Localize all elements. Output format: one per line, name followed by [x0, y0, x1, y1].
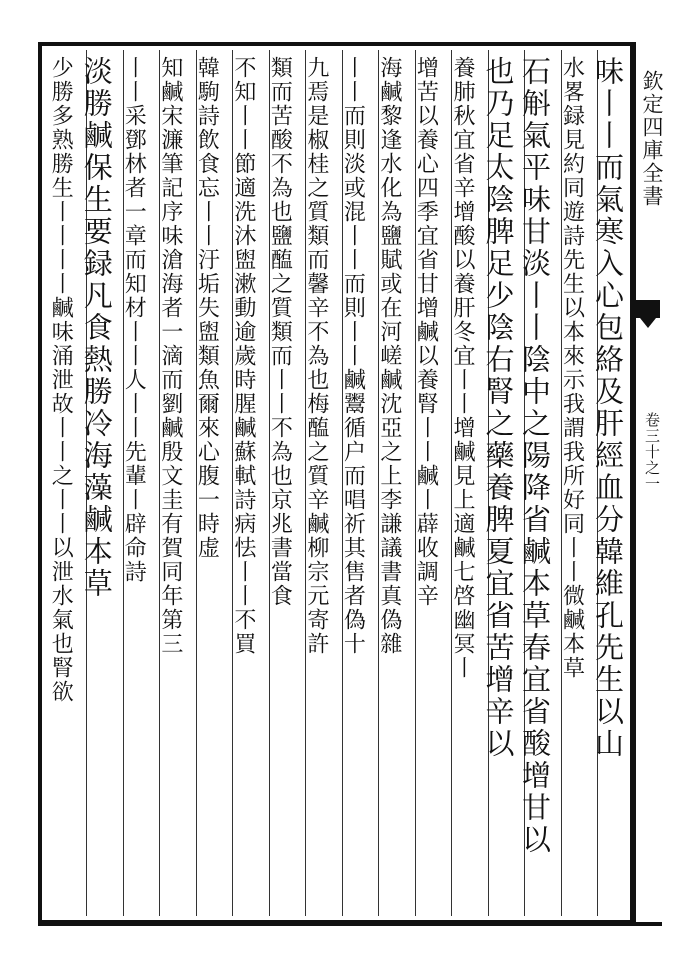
- column-text: 增苦以養心四季宜省甘增鹹以養腎丨丨鹹丨薜收調辛: [413, 56, 439, 608]
- column-text: 不知丨丨節適洗沐盥漱動逾歲時腥鹹蘇軾詩病怯丨丨不買: [230, 56, 256, 656]
- column-text: 海鹹黎逢水化為鹽賦或在河嵯鹹沈亞之上李謙議書真偽雜: [376, 56, 402, 656]
- text-column: [79, 50, 123, 916]
- column-text: 淡勝鹹保生要録凡食熱勝冷海藻鹹本草: [79, 56, 114, 600]
- text-column: [481, 50, 525, 916]
- text-column: [50, 50, 86, 916]
- book-title: 欽定四庫全書: [640, 70, 664, 208]
- column-text: 養肺秋宜省辛增酸以養肝冬宜丨丨增鹹見上適鹹七啓幽冥丨: [449, 56, 475, 680]
- column-text: 石斛氣平味甘淡丨丨陰中之陽降省鹹本草春宜省酸增甘以: [517, 56, 552, 856]
- text-column: [305, 50, 342, 916]
- text-column: [123, 50, 160, 916]
- text-column: [232, 50, 269, 916]
- text-column: [517, 50, 561, 916]
- volume-label: 卷三十之一: [643, 412, 661, 492]
- text-column: [415, 50, 452, 916]
- column-text: 知鹹宋濂筆記序味滄海者一滴而劉鹹殷文圭有賀同年第三: [157, 56, 183, 656]
- text-column: [561, 50, 598, 916]
- bottom-rule: [38, 922, 662, 926]
- text-column: [591, 50, 634, 916]
- column-text: 味丨丨而氣寒入心包絡及肝經血分韓維孔先生以山: [591, 56, 625, 760]
- text-column: [342, 50, 379, 916]
- text-columns: [50, 50, 634, 916]
- column-text: 丨丨采鄧林者一章而知材丨丨人丨丨先輩丨辟命詩: [121, 56, 147, 584]
- text-column: [378, 50, 415, 916]
- column-text: 少勝多熟勝生丨丨丨丨鹹味涌泄故丨丨之丨丨以泄水氣也腎欲: [48, 56, 74, 704]
- column-text: 九焉是椒桂之質類而馨辛不為也梅醢之質辛鹹柳宗元寄許: [303, 56, 329, 656]
- fishtail-mark: [636, 300, 660, 318]
- text-column: [451, 50, 488, 916]
- column-text: 水畧録見約同遊詩先生以本來示我謂我所好同丨丨微鹹本草: [559, 56, 585, 680]
- text-column: [269, 50, 306, 916]
- column-text: 韓駒詩飲食忘丨丨汙垢失盥類魚爾來心腹一時虚: [194, 56, 220, 560]
- text-column: [159, 50, 196, 916]
- column-text: 類而苦酸不為也鹽醢之質類而丨丨不為也京兆書當食: [267, 56, 293, 608]
- column-text: 也乃足太陰脾足少陰右腎之藥養脾夏宜省苦增辛以: [481, 56, 516, 760]
- column-text: 丨丨而則淡或混丨丨而則丨丨鹹鬻循户而唱祈其售者偽十: [340, 56, 366, 656]
- text-column: [196, 50, 233, 916]
